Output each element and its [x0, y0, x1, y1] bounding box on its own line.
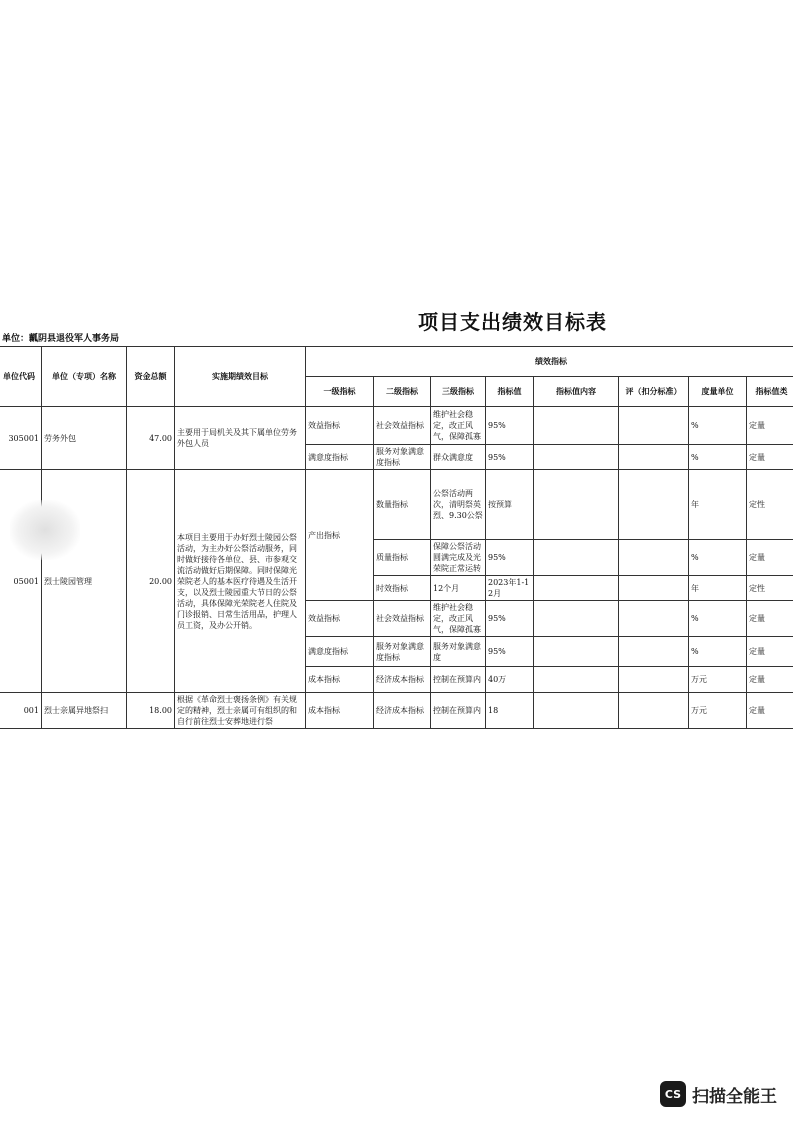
type-cell: 定量: [747, 637, 793, 667]
level3-cell: [431, 576, 486, 601]
header-level3: 三级指标: [431, 377, 486, 407]
content-cell: [534, 693, 619, 729]
level3-cell: [431, 693, 486, 729]
goal-cell: 根据《革命烈士褒扬条例》有关规定的精神，烈士亲属可有组织的和自行前往烈士安葬地进行祭: [175, 693, 306, 729]
eval-cell: [619, 576, 689, 601]
level2-cell: 数量指标: [374, 470, 431, 540]
level2-cell: 社会效益指标: [374, 601, 431, 637]
type-cell: 定性: [747, 470, 793, 540]
level1-cell: 满意度指标: [306, 637, 374, 667]
header-name: 单位（专项）名称: [42, 347, 127, 407]
header-indicators: 绩效指标: [306, 347, 793, 377]
value-cell: 95%: [486, 540, 534, 576]
header-goal: 实施期绩效目标: [175, 347, 306, 407]
value-cell: 按预算: [486, 470, 534, 540]
header-level1: 一级指标: [306, 377, 374, 407]
header-type: 指标值类: [747, 377, 793, 407]
eval-cell: [619, 540, 689, 576]
measure-cell: 万元: [689, 693, 747, 729]
project-name-cell: 烈士亲属异地祭扫: [42, 693, 127, 729]
level3-text: 12个月: [433, 583, 460, 593]
level3-cell: [431, 445, 486, 470]
goal-cell: 本项目主要用于办好烈士陵园公祭活动，为主办好公祭活动服务，同时做好接待各单位、县、市参观交流活动做好后期保障。同时保障光荣院老人的基本医疗待遇及生活开支，以及烈士陵园重大节日的公祭活动，具体保障光荣院老人住院及门诊报销、日常生活用品，护理人员工资，及办公开销。: [175, 470, 306, 693]
amount-cell: 18.00: [127, 693, 175, 729]
unit-code-cell: 305001: [0, 407, 42, 470]
eval-cell: [619, 601, 689, 637]
level1-cell: 效益指标: [306, 407, 374, 445]
level3-cell: [431, 601, 486, 637]
level1-cell: 满意度指标: [306, 445, 374, 470]
project-name-cell: 劳务外包: [42, 407, 127, 470]
header-value: 指标值: [486, 377, 534, 407]
header-eval: 评（扣分标准）: [619, 377, 689, 407]
unit-code-cell: 05001: [0, 470, 42, 693]
level3-cell: [431, 470, 486, 540]
page-title: 项目支出绩效目标表: [418, 310, 607, 334]
header-level2: 二级指标: [374, 377, 431, 407]
amount-cell: 20.00: [127, 470, 175, 693]
level2-cell: 服务对象满意度指标: [374, 637, 431, 667]
content-cell: [534, 407, 619, 445]
eval-cell: [619, 445, 689, 470]
measure-cell: %: [689, 601, 747, 637]
level3-text: 控制在预算内: [433, 706, 481, 715]
unit-code-cell: 001: [0, 693, 42, 729]
table-row: [0, 470, 793, 540]
measure-cell: 年: [689, 576, 747, 601]
level3-text: 群众满意度: [433, 452, 473, 462]
measure-cell: %: [689, 540, 747, 576]
measure-cell: %: [689, 407, 747, 445]
level1-cell: 成本指标: [306, 667, 374, 693]
table-row: [0, 693, 793, 729]
camscanner-logo-icon: CS: [660, 1081, 686, 1107]
eval-cell: [619, 693, 689, 729]
content-cell: [534, 576, 619, 601]
unit-label: 单位：瓤阴县退役军人事务局: [2, 334, 120, 344]
level3-cell: [431, 540, 486, 576]
value-cell: 95%: [486, 445, 534, 470]
content-cell: [534, 601, 619, 637]
watermark-text: 扫描全能王: [692, 1086, 777, 1107]
measure-cell: %: [689, 637, 747, 667]
level3-text: 公祭活动两次，清明祭英烈、9.30公祭: [433, 489, 483, 520]
measure-cell: 年: [689, 470, 747, 540]
level2-cell: 经济成本指标: [374, 693, 431, 729]
content-cell: [534, 470, 619, 540]
type-cell: 定量: [747, 601, 793, 637]
level2-cell: 时效指标: [374, 576, 431, 601]
level1-cell: 效益指标: [306, 601, 374, 637]
measure-cell: 万元: [689, 667, 747, 693]
level3-text: 控制在预算内: [433, 675, 481, 684]
level3-text: 维护社会稳定，改正风气，保障孤寡: [433, 603, 481, 634]
value-cell: 2023年1-12月: [486, 576, 534, 601]
level1-cell: 成本指标: [306, 693, 374, 729]
value-cell: 40万: [486, 667, 534, 693]
type-cell: 定量: [747, 667, 793, 693]
value-cell: 95%: [486, 407, 534, 445]
amount-cell: 47.00: [127, 407, 175, 470]
eval-cell: [619, 407, 689, 445]
level3-text: 保障公祭活动圆满完成及光荣院正常运转: [433, 542, 481, 573]
type-cell: 定量: [747, 445, 793, 470]
content-cell: [534, 637, 619, 667]
measure-cell: %: [689, 445, 747, 470]
header-code: 单位代码: [0, 347, 42, 407]
value-cell: 95%: [486, 637, 534, 667]
eval-cell: [619, 637, 689, 667]
level3-text: 服务对象满意度: [433, 641, 481, 662]
performance-table: [0, 346, 793, 729]
eval-cell: [619, 667, 689, 693]
type-cell: 定量: [747, 540, 793, 576]
level3-text: 维护社会稳定，改正风气，保障孤寡: [433, 410, 481, 441]
project-name-cell: 烈士陵园管理: [42, 470, 127, 693]
content-cell: [534, 445, 619, 470]
table-row: [0, 407, 793, 445]
level2-cell: 服务对象满意度指标: [374, 445, 431, 470]
header-content: 指标值内容: [534, 377, 619, 407]
level2-cell: 经济成本指标: [374, 667, 431, 693]
type-cell: 定性: [747, 576, 793, 601]
level2-cell: 社会效益指标: [374, 407, 431, 445]
level3-cell: [431, 407, 486, 445]
content-cell: [534, 667, 619, 693]
level1-cell: 产出指标: [306, 470, 374, 601]
level2-cell: 质量指标: [374, 540, 431, 576]
level3-cell: [431, 667, 486, 693]
scan-smudge: [10, 500, 80, 560]
header-measure: 度量单位: [689, 377, 747, 407]
goal-cell: 主要用于局机关及其下属单位劳务外包人员: [175, 407, 306, 470]
eval-cell: [619, 470, 689, 540]
header-total: 资金总额: [127, 347, 175, 407]
level3-cell: [431, 637, 486, 667]
value-cell: 95%: [486, 601, 534, 637]
type-cell: 定量: [747, 407, 793, 445]
content-cell: [534, 540, 619, 576]
scanner-watermark: [660, 1081, 777, 1107]
type-cell: 定量: [747, 693, 793, 729]
value-cell: 18: [486, 693, 534, 729]
